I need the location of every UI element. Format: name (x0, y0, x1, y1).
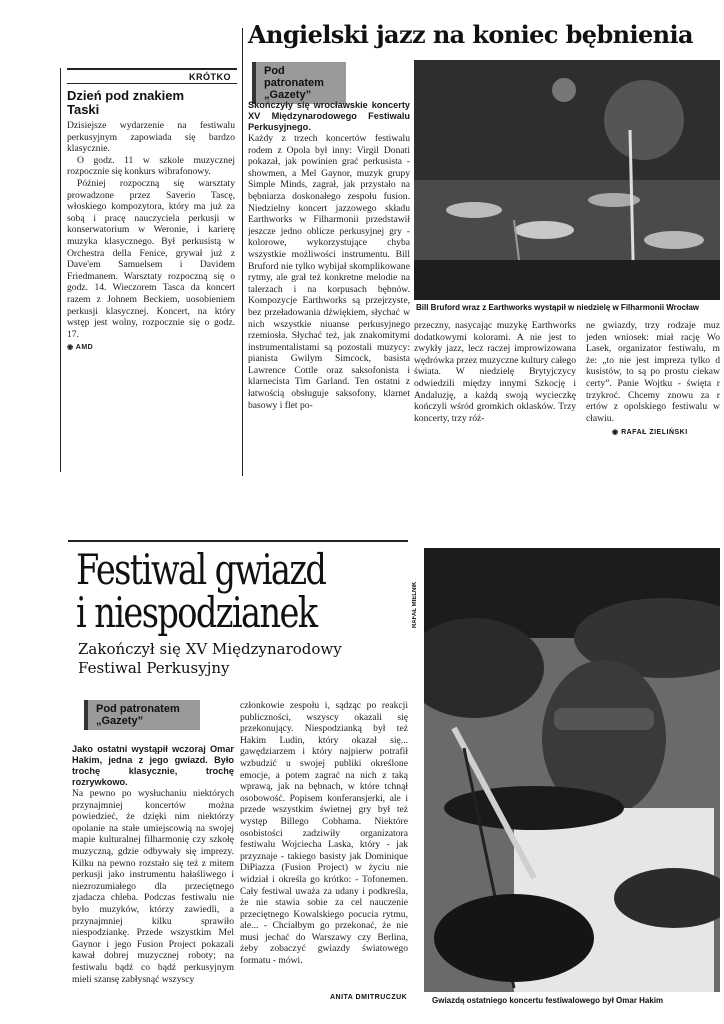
column-rule (242, 28, 243, 476)
top-author-name: RAFAŁ ZIELIŃSKI (621, 429, 688, 436)
sidebar-text1: Dzisiejsze wydarzenie na festiwalu perkusyjnym zapowiada się bardzo klasycznie. (67, 120, 235, 155)
bottom-headline-line2: i niespodzianek (76, 588, 317, 637)
bottom-patron-badge: Pod patronatem „Gazety” (84, 700, 200, 730)
author-mark-icon: ◉ (612, 429, 622, 436)
top-col2-text: przeczny, nasycając muzykę Earthworks dodatkowymi kolorami. A nie jest to zwykły jazz, lecz raczej improwizowana wędrówka przez muzyczne kultury całego świata. W niedzielę Brytyjczycy odwiedzili między innymi Szkocję i Andaluzję, a każdą swoją wycieczkę kończyli wśród gromkich oklasków. Trzy koncerty, trzy róż- (414, 320, 576, 424)
top-col1-text: Każdy z trzech koncertów festiwalu rodem z Opola był inny: Virgil Donati pokazał, jak powinien grać perkusista - showmen, a Mel Gaynor, muzyk grupy Simple Minds, zagrał, jak przystało na bębniarza doskonałego zespołu fusion. Niedzielny koncert jazzowego składu Earthworks w Filharmonii przedstawił jeszcze jedno oblicze perkusyjnej gry - kolorowe, wykorzystujące chyba wszystkie możliwości instrumentu. Bill Bruford nie tylko wybijał skomplikowane rytmy, ale grał też konkretne melodie na talerzach i na korpusach bębnów. Kompozycje Earthworks są przejrzyste, bez przeładowania dźwiękiem, słychać w nich wszystkie niuanse perkusyjnego rzemiosła. Słychać też, jak znakomitymi instrumentalistami są pozostali muzycy: pianista Gwilym Simcock, basista Lawrence Cottle oraz saksofonista i klarnecista Tim Garland. Ten ostatni z łatwością obsługuje saksofony, klarnet basowy i flet po- (248, 133, 410, 411)
photo-credit: RAFAŁ MIELNIK (412, 581, 418, 628)
sidebar-title: Dzień pod znakiem Taski (67, 88, 185, 117)
bottom-lead: Jako ostatni wystąpił wczoraj Omar Hakim, jedna z jego gwiazd. Było trochę klasycznie, trochę rozrywkowo. (72, 744, 234, 787)
top-article-col1 (248, 100, 410, 476)
bottom-photo-caption: Gwiazdą ostatniego koncertu festiwalowego był Omar Hakim (432, 996, 664, 1005)
top-author (612, 428, 688, 436)
bottom-photo (424, 548, 720, 992)
top-photo-caption: Bill Bruford wraz z Earthworks wystąpił w niedzielę w Filharmonii Wrocław (416, 303, 700, 312)
top-col3-text: ne gwiazdy, trzy rodzaje muz jeden wniosek: miał rację Wo Lasek, organizator festiwalu, m że: „to nie jest impreza tylko d kusistów, to są po prostu ciekaw certy”. Panie Wojtku - święta r trzykroć. Chcemy znowu za r ertów z opolskiego festiwalu w cławiu. (586, 320, 720, 424)
earthworks-stage-photo (414, 60, 720, 300)
sidebar-author (67, 342, 235, 354)
bottom-subtitle: Zakończył się XV Międzynarodowy Festiwal Perkusyjny (78, 640, 342, 677)
bottom-headline-line1: Festiwal gwiazd (76, 545, 326, 594)
bottom-article-rule (68, 540, 408, 542)
omar-hakim-photo (424, 548, 720, 992)
bottom-col2-text: członkowie zespołu i, sądząc po reakcji publiczności, wszyscy okazali się przekonujący. Niespodzianką był też Hakim Ludin, który okazał się... gawędziarzem i który najpierw potrafił wzbudzić u swojej publiki określone emocje, a potem zagrać na nich z taką wprawą, jak na bębnach, w które tchnął osobowość. Popisem konferansjerki, ale i przede wszystkim świetnej gry był też występ Billego Cobhama. Niektóre osobistości zadziwiły organizatora festiwalu Wojciecha Laska, który - jak przyznaje - takiego basisty jak Dominique DiPiazza (Fusion Project) w życiu nie widział i określa go krótko: - Tofonemen. Cały festiwal uważa za udany i podkreśla, że nie stawia sobie za cel nauczenie przeciętnego Kowalskiego pocucia rytmu, ale... - Chciałbym go przekonać, że nie musi jechać do Warszawy czy Berlina, żeby zobaczyć gwiazdy światowego formatu - mówi. (240, 700, 408, 967)
bottom-col1-text: Na pewno po wysłuchaniu niektórych przynajmniej koncertów można powiedzieć, że dzięki nim niektórzy opolanie na stałe umiejscowią na swojej mapie kulturalnej filharmonię czy szkołę muzyczną, gdzie odbywały się imprezy. Kilku na pewno rozstało się też z mitem perkusji jako instrumentu hałaśliwego i niezrozumiałego dla przeciętnego zjadacza chleba. Podczas festiwalu nie było muzyków, którzy zawiedli, a przynajmniej kilku sprawiło niespodziankę. Przede wszystkim Mel Gaynor i jego Fusion Project pokazali kawał dobrej muzycznej roboty; na festiwalu bądź co bądź perkusyjnym mieli szansę zabłysnąć wszyscy (72, 788, 234, 985)
sidebar-text3: Później rozpoczną się warsztaty prowadzone przez Saverio Tascę, włoskiego kompozytora, który ma już za sobą i pracę nauczyciela perkusji w konserwatorium w Weronie, i karierę muzyka klasycznego. Był perkusistą w Orchestra della Fenice, grywał już z Dave'em Samuelsem i Davidem Friedmanem. Warsztaty rozpoczną się o godz. 14. Wieczorem Tasca da koncert razem z Johnem Beckiem, uosobieniem perkusji klasycznej. Koncert, na który wstęp jest wolny, rozpocznie się o godz. 17. (67, 177, 235, 340)
top-headline: Angielski jazz na koniec bębnienia (248, 20, 693, 49)
author-mark-icon: ◉ (67, 344, 76, 352)
top-patron-badge: Pod patronatem „Gazety” (252, 62, 346, 104)
top-article-col3 (586, 320, 720, 440)
bottom-headline (76, 545, 326, 637)
top-photo (414, 60, 720, 300)
sidebar-text2: O godz. 11 w szkole muzycznej rozpocznie się konkurs wibrafonowy. (67, 154, 235, 178)
bottom-article-col2 (240, 700, 408, 992)
sidebar-box (60, 68, 237, 472)
bottom-author: ANITA DMITRUCZUK (330, 994, 408, 1001)
sidebar-text (67, 120, 235, 450)
top-article-col2 (414, 320, 576, 460)
bottom-article-col1 (72, 744, 234, 1002)
sidebar-label: KRÓTKO (67, 68, 237, 84)
top-lead: Skończyły się wrocławskie koncerty XV Międzynarodowego Festiwalu Perkusyjnego. (248, 100, 410, 132)
sidebar-author-name: AMD (75, 344, 94, 352)
